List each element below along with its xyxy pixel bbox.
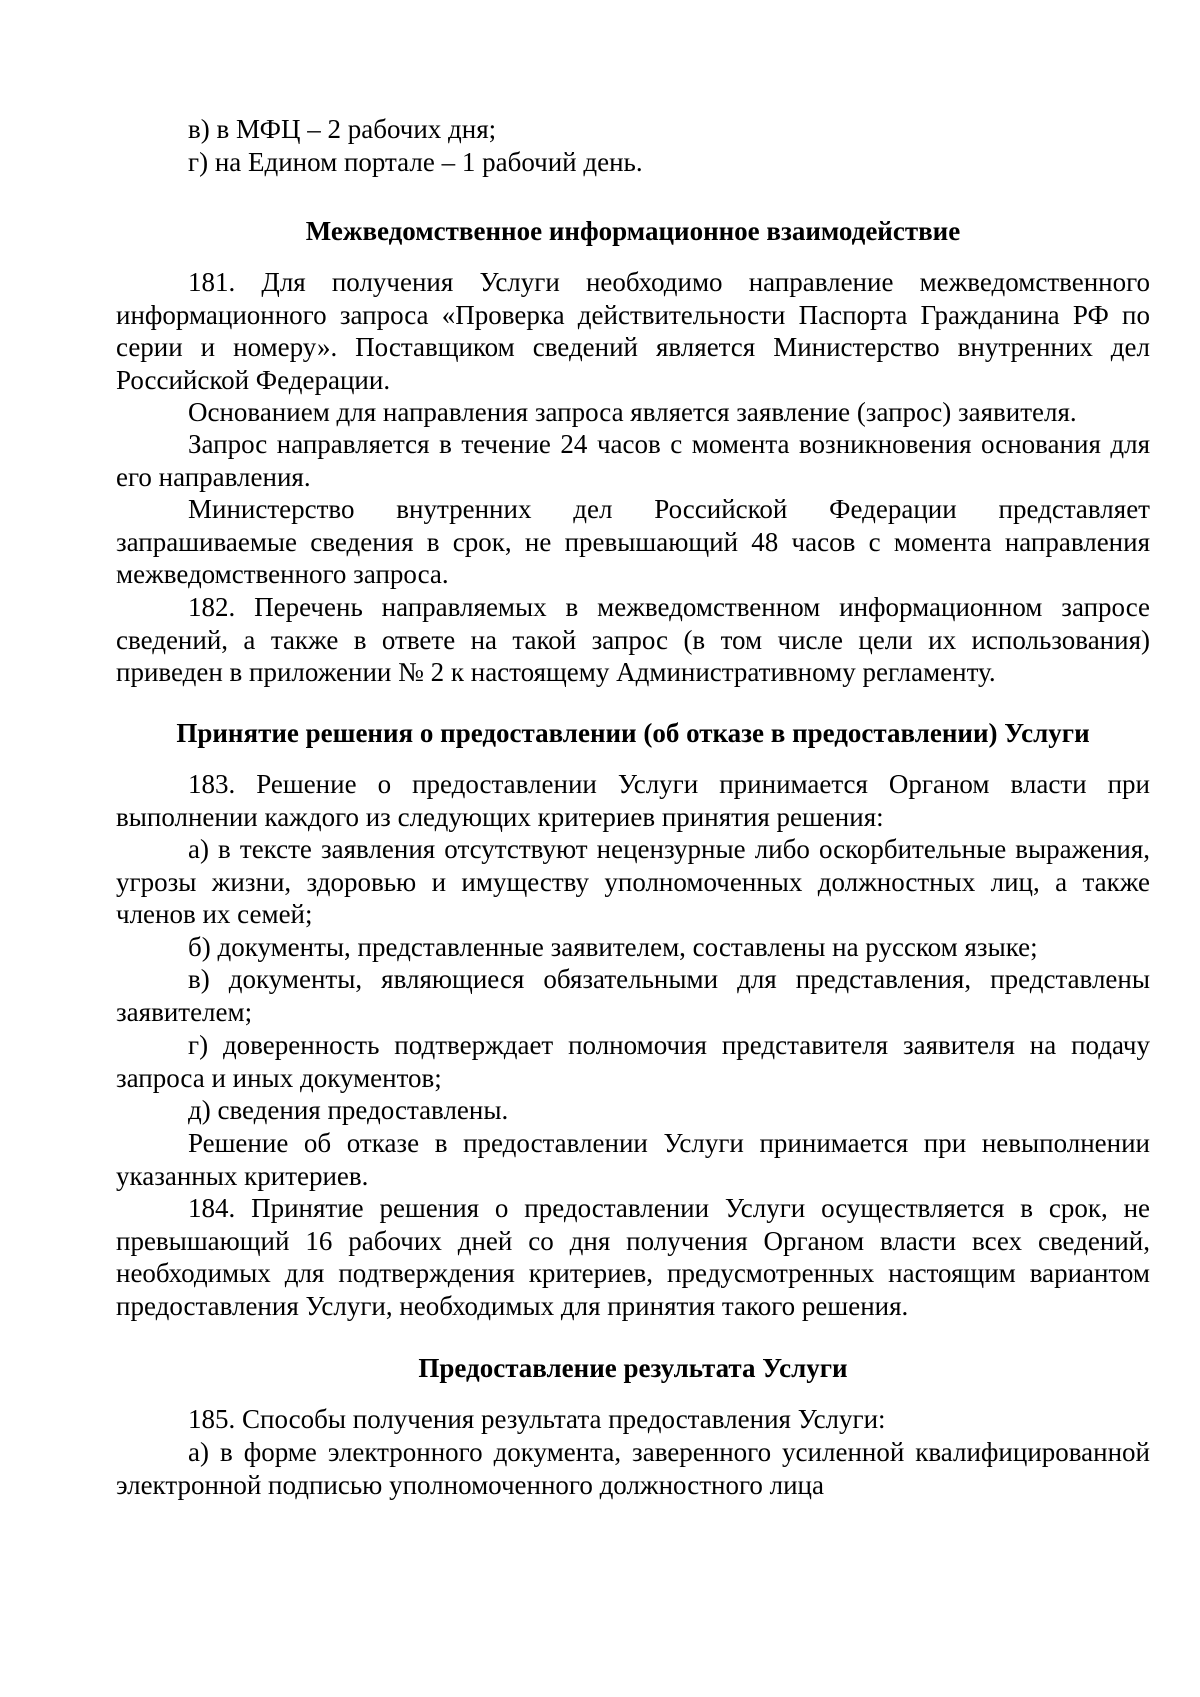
criterion-v: в) документы, являющиеся обязательными для представления, представлены заявителем; (116, 964, 1150, 1027)
section-heading-result: Предоставление результата Услуги (418, 1353, 848, 1383)
paragraph-185: 185. Способы получения результата предоставления Услуги: (188, 1404, 886, 1434)
paragraph-183: 183. Решение о предоставлении Услуги принимается Органом власти при выполнении каждого из следующих критериев принятия решения: (116, 769, 1150, 832)
criterion-a: а) в тексте заявления отсутствуют нецензурные либо оскорбительные выражения, угрозы жизни, здоровью и имуществу уполномоченных должностных лиц, а также членов их семей; (116, 834, 1150, 930)
list-item-v: в) в МФЦ – 2 рабочих дня; (188, 114, 497, 144)
section-heading-decision: Принятие решения о предоставлении (об отказе в предоставлении) Услуги (176, 718, 1090, 748)
paragraph-request-timing: Запрос направляется в течение 24 часов с момента возникновения основания для его направления. (116, 429, 1150, 492)
criterion-b: б) документы, представленные заявителем, составлены на русском языке; (188, 932, 1038, 962)
criterion-d: д) сведения предоставлены. (188, 1095, 509, 1125)
criterion-g: г) доверенность подтверждает полномочия представителя заявителя на подачу запроса и иных документов; (116, 1030, 1150, 1093)
list-item-g: г) на Едином портале – 1 рабочий день. (188, 147, 643, 177)
paragraph-181: 181. Для получения Услуги необходимо направление межведомственного информационного запроса «Проверка действительности Паспорта Гражданина РФ по серии и номеру». Поставщиком сведений является Министерство внутренних дел Российской Федерации. (116, 267, 1150, 395)
paragraph-basis: Основанием для направления запроса является заявление (запрос) заявителя. (188, 397, 1077, 427)
paragraph-ministry-response: Министерство внутренних дел Российской Федерации представляет запрашиваемые сведения в срок, не превышающий 48 часов с момента направления межведомственного запроса. (116, 494, 1150, 590)
paragraph-refusal: Решение об отказе в предоставлении Услуги принимается при невыполнении указанных критериев. (116, 1128, 1150, 1191)
paragraph-184: 184. Принятие решения о предоставлении Услуги осуществляется в срок, не превышающий 16 рабочих дней со дня получения Органом власти всех сведений, необходимых для подтверждения критериев, предусмотренных настоящим вариантом предоставления Услуги, необходимых для принятия такого решения. (116, 1193, 1150, 1321)
method-a: а) в форме электронного документа, заверенного усиленной квалифицированной электронной подписью уполномоченного должностного лица (116, 1437, 1150, 1500)
section-heading-interagency: Межведомственное информационное взаимодействие (305, 216, 961, 246)
paragraph-182: 182. Перечень направляемых в межведомственном информационном запросе сведений, а также в ответе на такой запрос (в том числе цели их использования) приведен в приложении № 2 к настоящему Административному регламенту. (116, 592, 1150, 688)
